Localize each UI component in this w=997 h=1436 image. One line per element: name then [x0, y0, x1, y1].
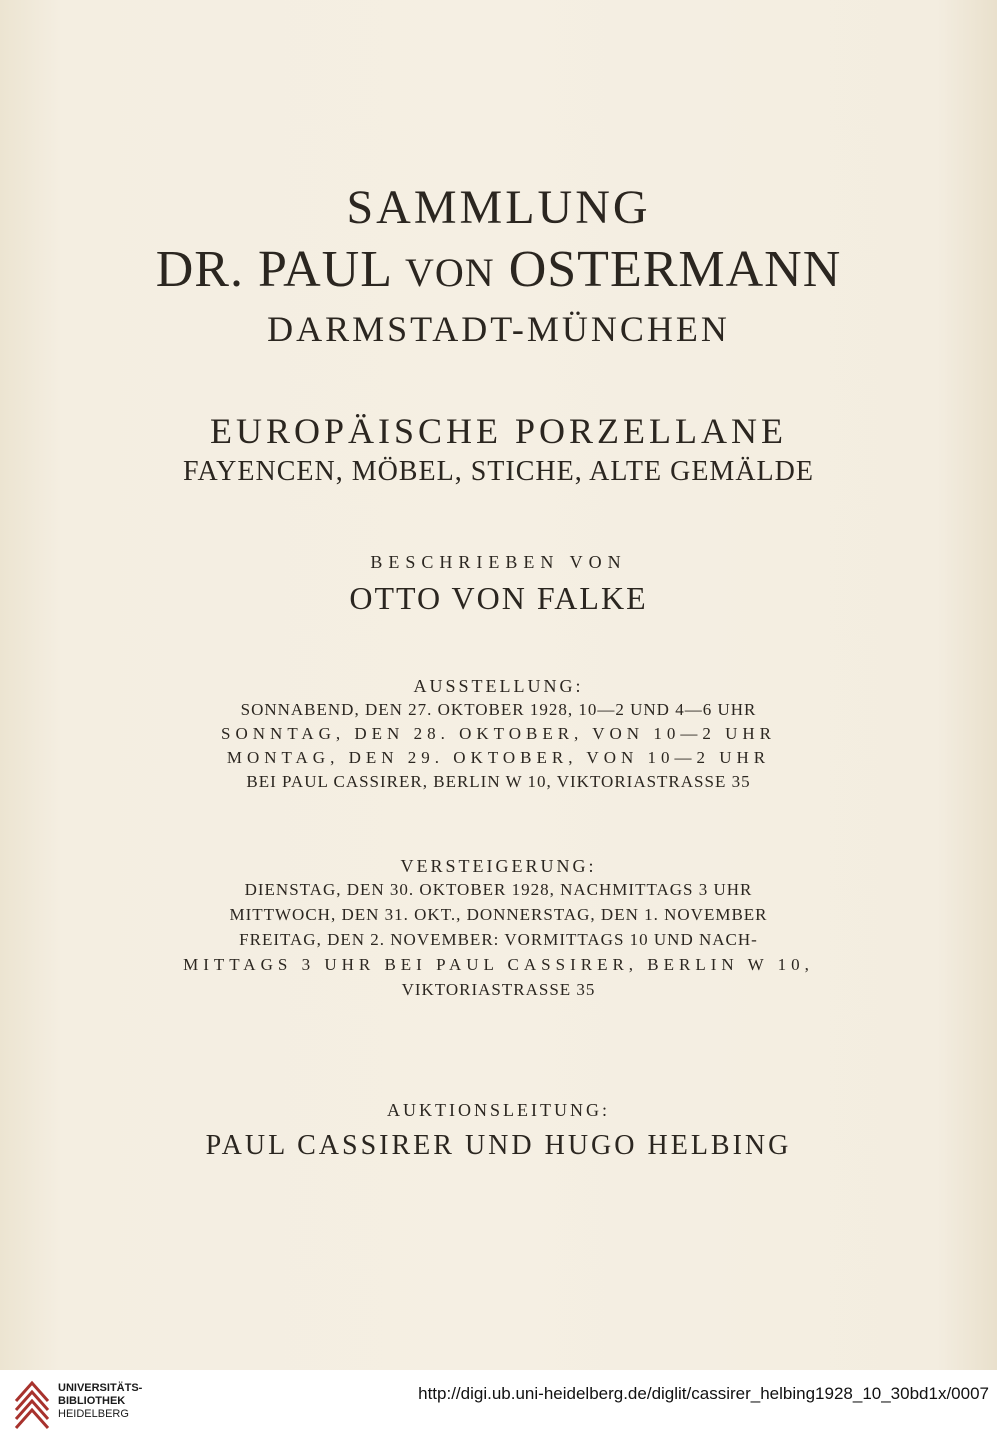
- collector-name: [0, 240, 997, 299]
- collector-name-part1: DR. PAUL: [155, 241, 406, 298]
- versteigerung-line: DIENSTAG, DEN 30. OKTOBER 1928, NACHMITTAGS 3 UHR: [244, 880, 753, 899]
- versteigerung-line: MITTAGS 3 UHR BEI PAUL CASSIRER, BERLIN W 10,: [183, 955, 814, 974]
- auktionsleitung-name: PAUL CASSIRER UND HUGO HELBING: [205, 1130, 792, 1161]
- subject-title: EUROPÄISCHE PORZELLANE: [209, 411, 787, 451]
- footer-bar: [0, 1370, 997, 1436]
- collector-name-part2: OSTERMANN: [494, 241, 842, 298]
- versteigerung-line: FREITAG, DEN 2. NOVEMBER: VORMITTAGS 10 UND NACH-: [239, 930, 758, 949]
- author-intro: BESCHRIEBEN VON: [370, 552, 627, 572]
- library-name-line: HEIDELBERG: [58, 1408, 129, 1420]
- ausstellung-line: SONNTAG, DEN 28. OKTOBER, VON 10—2 UHR: [221, 724, 776, 743]
- ausstellung-heading: AUSSTELLUNG:: [413, 676, 584, 696]
- auktionsleitung-heading: AUKTIONSLEITUNG:: [387, 1100, 610, 1120]
- author-name: OTTO VON FALKE: [349, 580, 648, 616]
- library-logo-icon: [12, 1377, 52, 1429]
- versteigerung-heading: VERSTEIGERUNG:: [400, 856, 597, 876]
- collection-title: SAMMLUNG: [346, 181, 651, 234]
- versteigerung-line: MITTWOCH, DEN 31. OKT., DONNERSTAG, DEN 1. NOVEMBER: [229, 905, 768, 924]
- collector-name-von: VON: [405, 250, 495, 295]
- ausstellung-line: BEI PAUL CASSIRER, BERLIN W 10, VIKTORIASTRASSE 35: [246, 772, 751, 791]
- ausstellung-line: MONTAG, DEN 29. OKTOBER, VON 10—2 UHR: [226, 748, 771, 767]
- permalink-url[interactable]: http://digi.ub.uni-heidelberg.de/diglit/cassirer_helbing1928_10_30bd1x/0007: [418, 1384, 989, 1403]
- versteigerung-line: VIKTORIASTRASSE 35: [401, 980, 596, 999]
- library-name-line: UNIVERSITÄTS-: [58, 1382, 143, 1394]
- library-name: [58, 1382, 142, 1421]
- ausstellung-line: SONNABEND, DEN 27. OKTOBER 1928, 10—2 UND 4—6 UHR: [240, 700, 757, 719]
- collection-location: DARMSTADT-MÜNCHEN: [267, 309, 730, 349]
- subject-subtitle: FAYENCEN, MÖBEL, STICHE, ALTE GEMÄLDE: [183, 456, 814, 487]
- library-name-line: BIBLIOTHEK: [58, 1395, 126, 1407]
